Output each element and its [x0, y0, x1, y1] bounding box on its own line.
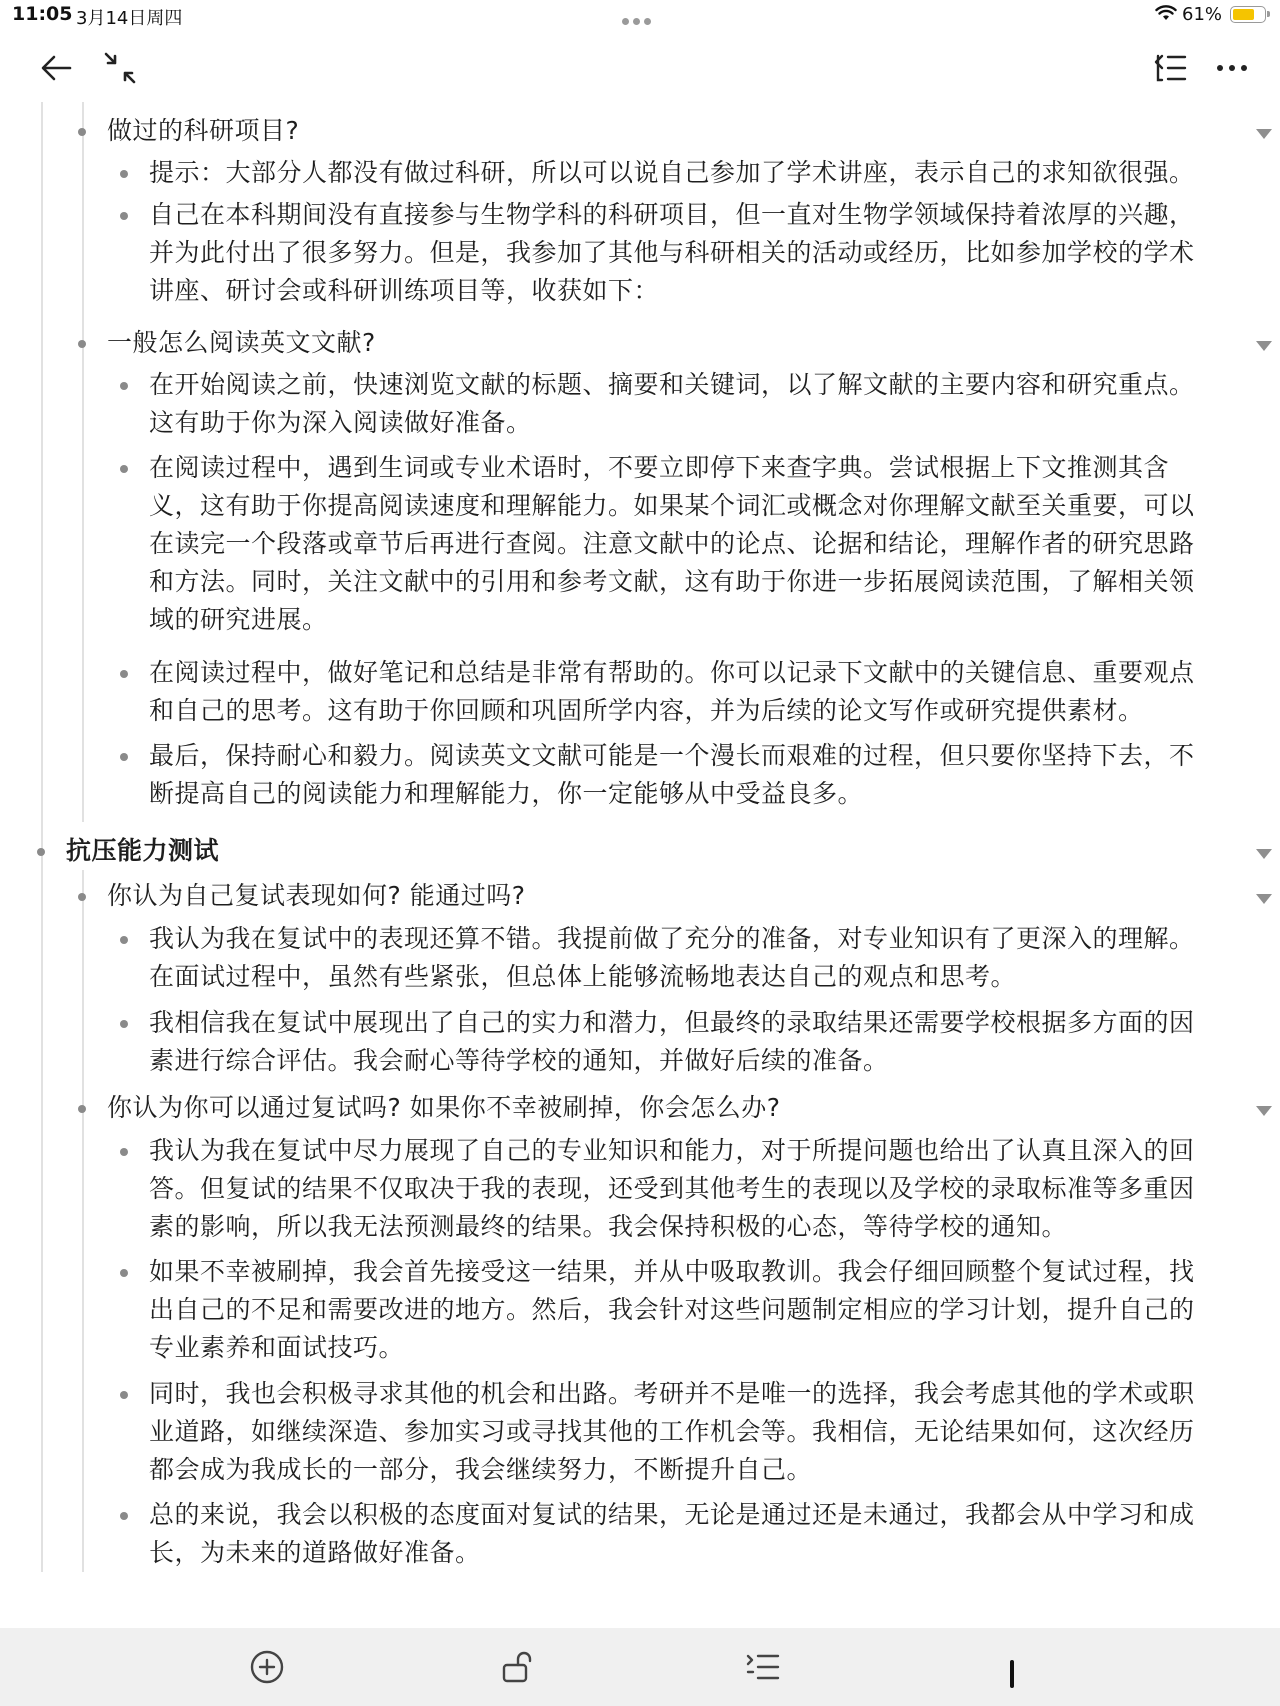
status-time: 11:05 — [12, 3, 73, 25]
collapse-caret-icon[interactable] — [1256, 1106, 1272, 1116]
item-text[interactable]: 你认为自己复试表现如何? 能通过吗? — [107, 881, 526, 910]
add-button[interactable] — [242, 1642, 292, 1692]
bullet[interactable] — [120, 1269, 128, 1277]
item-text[interactable]: 我认为我在复试中尽力展现了自己的专业知识和能力，对于所提问题也给出了认真且深入的回答。但复试的结果不仅取决于我的表现，还受到其他考生的表现以及学校的录取标准等多重因素的影响，所以我无法预测最终的结果。我会保持积极的心态，等待学校的通知。 — [149, 1136, 1195, 1241]
collapse-caret-icon[interactable] — [1256, 129, 1272, 139]
bullet[interactable] — [120, 1391, 128, 1399]
home-indicator[interactable] — [1010, 1660, 1014, 1688]
bullet[interactable] — [78, 340, 86, 348]
item-text[interactable]: 我认为我在复试中的表现还算不错。我提前做了充分的准备，对专业知识有了更深入的理解。在面试过程中，虽然有些紧张，但总体上能够流畅地表达自己的观点和思考。 — [149, 924, 1195, 991]
outline-guide-line — [41, 102, 43, 1572]
back-button[interactable] — [32, 44, 80, 92]
unlock-button[interactable] — [492, 1642, 542, 1692]
bullet[interactable] — [120, 212, 128, 220]
collapse-caret-icon[interactable] — [1256, 849, 1272, 859]
bullet[interactable] — [120, 1020, 128, 1028]
item-text[interactable]: 做过的科研项目? — [107, 116, 300, 145]
item-text[interactable]: 总的来说，我会以积极的态度面对复试的结果，无论是通过还是未通过，我都会从中学习和成长，为未来的道路做好准备。 — [149, 1500, 1195, 1567]
item-text[interactable]: 在阅读过程中，做好笔记和总结是非常有帮助的。你可以记录下文献中的关键信息、重要观点和自己的思考。这有助于你回顾和巩固所学内容，并为后续的论文写作或研究提供素材。 — [149, 658, 1195, 725]
collapse-caret-icon[interactable] — [1256, 894, 1272, 904]
outline-guide-line — [82, 870, 84, 1572]
status-date: 3月14日周四 — [76, 8, 183, 29]
outline-document — [0, 102, 1280, 1622]
collapse-button[interactable] — [96, 44, 144, 92]
outline-guide-line — [82, 102, 84, 822]
bullet[interactable] — [120, 1148, 128, 1156]
arrow-left-icon — [40, 54, 72, 82]
more-button[interactable] — [1208, 44, 1256, 92]
item-text[interactable]: 如果不幸被刷掉，我会首先接受这一结果，并从中吸取教训。我会仔细回顾整个复试过程，找出自己的不足和需要改进的地方。然后，我会针对这些问题制定相应的学习计划，提升自己的专业素养和面试技巧。 — [149, 1257, 1195, 1362]
bullet[interactable] — [78, 128, 86, 136]
battery-icon — [1230, 6, 1266, 23]
item-text[interactable]: 一般怎么阅读英文文献? — [107, 328, 376, 357]
outline-list-icon — [1153, 53, 1187, 83]
collapse-caret-icon[interactable] — [1256, 341, 1272, 351]
item-text[interactable]: 同时，我也会积极寻求其他的机会和出路。考研并不是唯一的选择，我会考虑其他的学术或职业道路，如继续深造、参加实习或寻找其他的工作机会等。我相信，无论结果如何，这次经历都会成为我成长的一部分，我会继续努力，不断提升自己。 — [149, 1379, 1195, 1484]
item-text[interactable]: 在开始阅读之前，快速浏览文献的标题、摘要和关键词，以了解文献的主要内容和研究重点。这有助于你为深入阅读做好准备。 — [149, 370, 1195, 437]
bullet[interactable] — [120, 1512, 128, 1520]
bullet[interactable] — [120, 753, 128, 761]
item-text[interactable]: 最后，保持耐心和毅力。阅读英文文献可能是一个漫长而艰难的过程，但只要你坚持下去，不断提高自己的阅读能力和理解能力，你一定能够从中受益良多。 — [149, 741, 1195, 808]
section-title[interactable]: 抗压能力测试 — [66, 836, 220, 865]
bullet[interactable] — [120, 936, 128, 944]
bullet[interactable] — [78, 893, 86, 901]
more-dots-icon — [1216, 64, 1248, 72]
bullet[interactable] — [120, 465, 128, 473]
unlock-icon — [501, 1650, 533, 1684]
bottom-toolbar — [0, 1628, 1280, 1706]
bullet[interactable] — [37, 848, 45, 856]
item-text[interactable]: 我相信我在复试中展现出了自己的实力和潜力，但最终的录取结果还需要学校根据多方面的因素进行综合评估。我会耐心等待学校的通知，并做好后续的准备。 — [149, 1008, 1195, 1075]
item-text[interactable]: 在阅读过程中，遇到生词或专业术语时，不要立即停下来查字典。尝试根据上下文推测其含义，这有助于你提高阅读速度和理解能力。如果某个词汇或概念对你理解文献至关重要，可以在读完一个段落或章节后再进行查阅。注意文献中的论点、论据和结论，理解作者的研究思路和方法。同时，关注文献中的引用和参考文献，这有助于你进一步拓展阅读范围，了解相关领域的研究进展。 — [149, 453, 1195, 634]
wifi-icon — [1155, 4, 1177, 22]
top-toolbar — [0, 34, 1280, 102]
outline-button[interactable] — [1146, 44, 1194, 92]
add-circle-icon — [250, 1650, 284, 1684]
status-bar — [0, 0, 1280, 32]
format-list-icon — [746, 1652, 780, 1682]
collapse-arrows-icon — [102, 50, 138, 86]
item-text[interactable]: 提示：大部分人都没有做过科研，所以可以说自己参加了学术讲座，表示自己的求知欲很强。 — [149, 158, 1195, 187]
bullet[interactable] — [78, 1105, 86, 1113]
battery-percent: 61% — [1182, 4, 1223, 25]
item-text[interactable]: 自己在本科期间没有直接参与生物学科的科研项目，但一直对生物学领域保持着浓厚的兴趣，并为此付出了很多努力。但是，我参加了其他与科研相关的活动或经历，比如参加学校的学术讲座、研讨会或科研训练项目等，收获如下： — [149, 200, 1195, 305]
bullet[interactable] — [120, 670, 128, 678]
format-button[interactable] — [738, 1642, 788, 1692]
multitasking-dots-icon[interactable] — [622, 10, 655, 29]
bullet[interactable] — [120, 170, 128, 178]
item-text[interactable]: 你认为你可以通过复试吗? 如果你不幸被刷掉，你会怎么办? — [107, 1093, 781, 1122]
bullet[interactable] — [120, 382, 128, 390]
